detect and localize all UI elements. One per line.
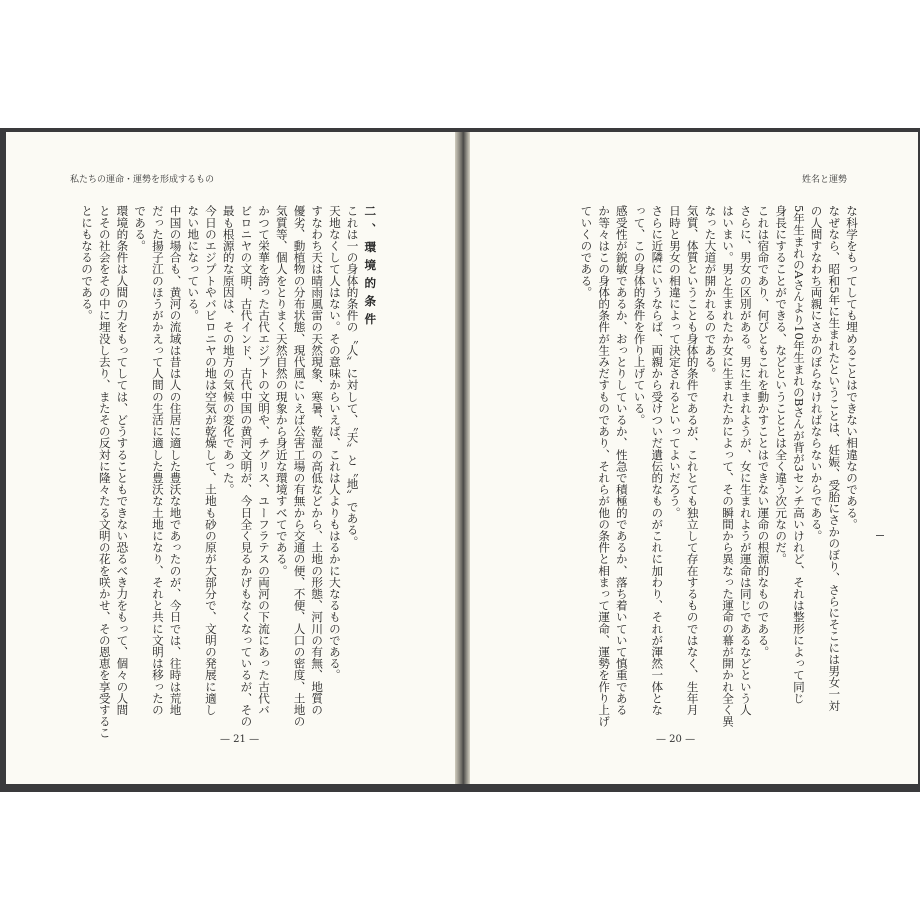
paragraph: なった大道が開かれるのである。: [703, 205, 718, 379]
paragraph: 日時と男女の相違によって決定されるといってよいだろう。: [667, 205, 682, 519]
paragraph: とその社会をその中に埋没し去り、またその反対に隆々たる文明の花を咲かせ、その恩恵を享受するこ: [97, 205, 112, 739]
paragraph: 今日のエジプトやバビロニヤの地は空気が乾燥して、土地も砂の原が大部分で、文明の発展に適し: [203, 205, 218, 716]
paragraph: ない地になっている。: [186, 205, 201, 321]
paragraph: なぜなら、昭和5年に生まれたということは、妊娠、受胎にさかのぼり、さらにそこには男女一対: [827, 205, 842, 712]
paragraph: 中国の場合も、黄河の流域は昔は人の住居に適した豊沃な地であったのが、今日では、往時は荒地: [168, 205, 183, 716]
paragraph: これは宿命であり、何びともこれを動かすことはできない運命の根源的なものである。: [756, 205, 771, 658]
section-heading: 二、環境的条件: [363, 205, 378, 331]
running-head-left: 私たちの運命・運勢を形成するもの: [70, 175, 215, 185]
page-number-left: — 21 —: [220, 734, 260, 745]
paragraph: さらに近隣にいうならば、両親から受けついだ遺伝的なものがこれに加わり、それが渾然一体とな: [650, 205, 665, 716]
paragraph: 環境的条件は人間の力をもってしては、どうすることもできない恐るべき力をもって、個々の人間: [115, 205, 130, 716]
book-spread: [0, 128, 920, 792]
running-head-right: 姓名と運勢: [802, 175, 848, 185]
paragraph: 気質等、個人をとりまく天然自然の現象から身近な環境すべてである。: [274, 205, 289, 577]
paragraph: 天地なくして人はない。その意味からいえば、これは人よりもはるかに大なるものである。: [327, 205, 342, 681]
right-page-body: [528, 205, 860, 745]
paragraph: さらに、男女の区別がある。男に生まれようが、女に生まれようが運命は同じであるなどという人: [738, 205, 753, 716]
left-page: [6, 132, 455, 784]
paragraph: ていくのである。: [579, 205, 594, 298]
paragraph: 身長にすることができる、などということとは全く違う次元なのだ。: [774, 205, 789, 565]
blank-line: [378, 205, 396, 745]
paragraph: だった揚子江のほうがかえって人間の生活に適した豊沃な土地になり、それと共に文明は移ったの: [150, 205, 165, 716]
paragraph: 5年生まれのAさんより10年生まれのBさんが背が3センチ高いけれど、それは整形によって同じ: [791, 205, 806, 704]
paragraph: 優劣、動植物の分布状態、現代風にいえば公害工場の有無から交通の便、不便、人口の密度、土地の: [292, 205, 307, 727]
paragraph: な科学をもってしても埋めることはできない相違なのである。: [845, 205, 859, 530]
page-number-right: — 20 —: [656, 734, 696, 745]
paragraph: 感受性が鋭敏であるか、おっとりしているか、性急で積極的であるか、落ち着いていて慎重である: [614, 205, 629, 716]
book-gutter: [455, 132, 470, 784]
left-page-body: [66, 205, 396, 745]
paragraph: 最も根源的な原因は、その地方の気候の変化であった。: [221, 205, 236, 495]
margin-mark: [876, 535, 884, 536]
paragraph: すなわち天は晴雨風雷の天然現象、寒暑、乾湿の高低などから、土地の形態、河川の有無、地質の: [310, 205, 325, 716]
paragraph: か等々はこの身体的条件が生みだすものであり、それらが他の条件と相まって運命、運勢を作り上げ: [597, 205, 612, 727]
paragraph: の人間すなわち両親にさかのぼらなければならないからである。: [809, 205, 824, 542]
paragraph: ビロニヤの文明、古代インド、古代中国の黄河文明が、今日全く見るかげもなくなっているが、その: [239, 205, 254, 727]
paragraph: これは一の身体的条件の〝人〟に対して、〝天〟と〝地〟である。: [345, 205, 360, 548]
right-page: [470, 132, 918, 784]
paragraph: 気質、体質ということも身体的条件であるが、これとても独立して存在するものではなく、生年月: [685, 205, 700, 716]
paragraph: かつて栄華を誇った古代エジプトの文明や、チグリス、ユーフラテスの両河の下流にあった古代バ: [257, 205, 272, 716]
paragraph: である。: [133, 205, 148, 252]
paragraph: はいまい。男と生まれたか女に生まれたかによって、その瞬間から異なった運命の幕が開かれ全く異: [721, 205, 736, 727]
paragraph: とにもなるのである。: [80, 205, 95, 321]
paragraph: って、この身体的条件を作り上げている。: [632, 205, 647, 426]
